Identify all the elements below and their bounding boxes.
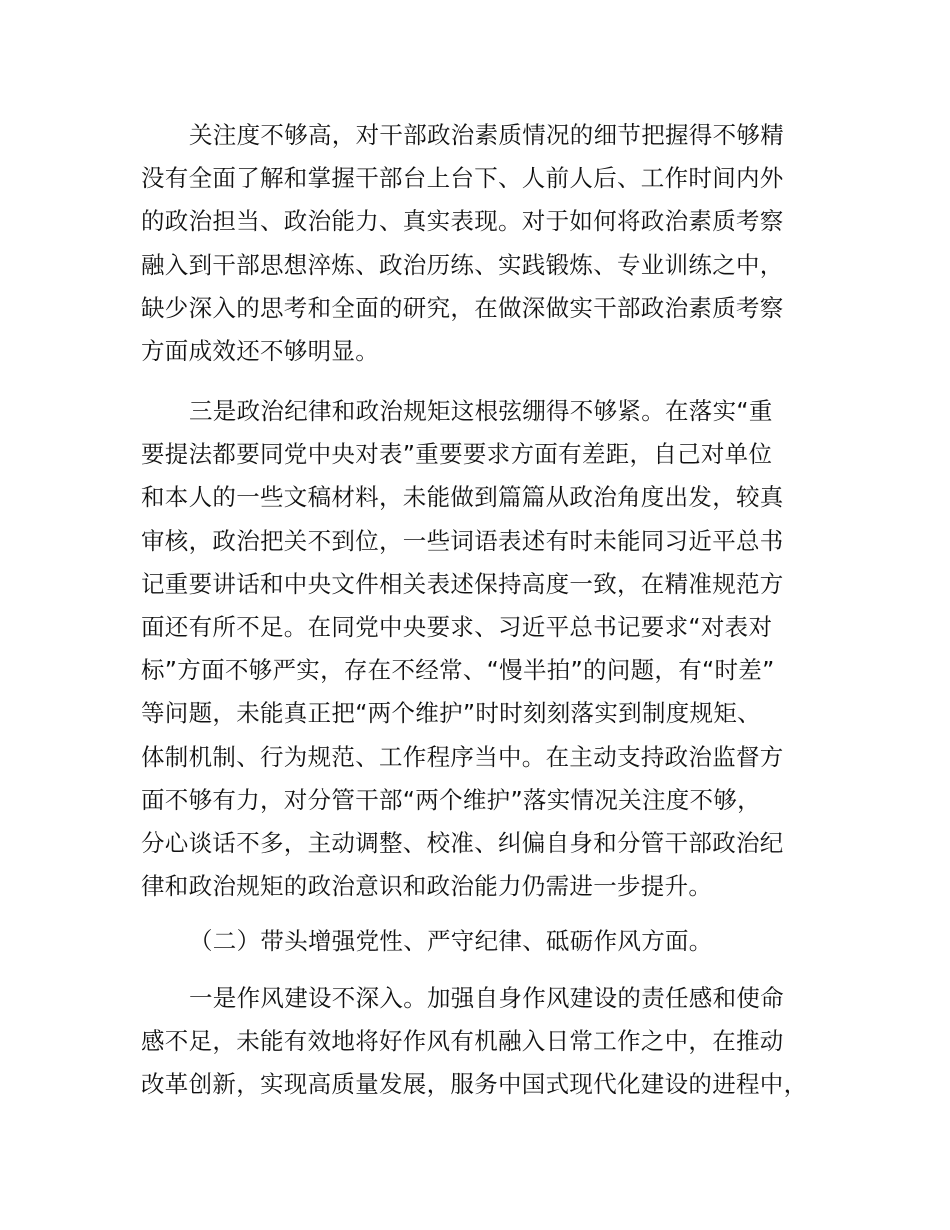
text-line: 缺少深入的思考和全面的研究，在做深做实干部政治素质考察 [141,293,784,322]
section-heading [141,920,821,963]
text-line: 等问题，未能真正把“两个维护”时时刻刻落实到制度规矩、 [141,699,761,728]
text-line: 感不足，未能有效地将好作风有机融入日常工作之中，在推动 [141,1027,784,1056]
text-line: 体制机制、行为规范、工作程序当中。在主动支持政治监督方 [141,742,784,771]
paragraph-cadre-political-quality [141,114,821,373]
text-line: 方面成效还不够明显。 [141,336,379,365]
text-line: 没有全面了解和掌握干部台上台下、人前人后、工作时间内外 [141,164,784,193]
text-line: 改革创新，实现高质量发展，服务中国式现代化建设的进程中， [141,1070,808,1099]
text-line: 融入到干部思想淬炼、政治历练、实践锻炼、专业训练之中， [141,250,784,279]
text-line: 分心谈话不多，主动调整、校准、纠偏自身和分管干部政治纪 [141,828,784,857]
text-line: 的政治担当、政治能力、真实表现。对于如何将政治素质考察 [141,207,784,236]
text-line: 三是政治纪律和政治规矩这根弦绷得不够紧。在落实“重 [189,397,773,425]
text-line: 标”方面不够严实，存在不经常、“慢半拍”的问题，有“时差” [141,656,775,685]
section-heading-text: （二）带头增强党性、严守纪律、砥砺作风方面。 [189,927,713,955]
text-line: 律和政治规矩的政治意识和政治能力仍需进一步提升。 [141,872,713,901]
text-line: 审核，政治把关不到位，一些词语表述有时未能同习近平总书 [141,526,784,555]
text-line: 记重要讲话和中央文件相关表述保持高度一致，在精准规范方 [141,569,784,598]
text-line: 面不够有力，对分管干部“两个维护”落实情况关注度不够， [141,785,761,814]
text-line: 要提法都要同党中央对表”重要要求方面有差距，自己对单位 [141,440,773,469]
paragraph-work-style [141,977,821,1107]
text-line: 关注度不够高，对干部政治素质情况的细节把握得不够精 [189,121,784,149]
paragraph-political-discipline [141,390,821,908]
text-line: 面还有所不足。在同党中央要求、习近平总书记要求“对表对 [141,612,773,641]
text-line: 和本人的一些文稿材料，未能做到篇篇从政治角度出发，较真 [141,483,784,512]
text-line: 一是作风建设不深入。加强自身作风建设的责任感和使命 [189,984,784,1012]
